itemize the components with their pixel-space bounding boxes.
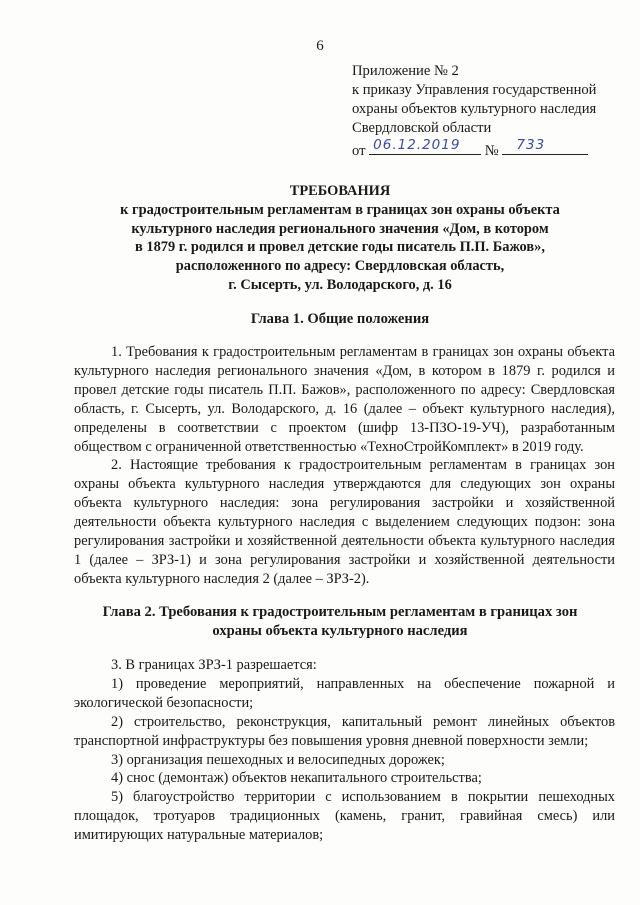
list-item: 4) снос (демонтаж) объектов некапитального строительства; — [111, 770, 482, 787]
list-item: 1) проведение мероприятий, направленных на обеспечение пожарной и экологической безопасности; — [74, 675, 615, 711]
title-line-6: г. Сысерть, ул. Володарского, д. 16 — [228, 276, 452, 293]
page-number: 6 — [316, 38, 324, 54]
list-item: 5) благоустройство территории с использованием в покрытии пешеходных площадок, тротуаров традиционных (камень, гранит, гравийная смесь) или имитирующих натуральные материалов; — [74, 789, 615, 844]
appendix-line-3: охраны объектов культурного наследия — [352, 101, 597, 117]
handwritten-number: 733 — [516, 137, 546, 153]
chapter-1-body — [74, 343, 615, 589]
chapter-2-body — [74, 656, 615, 845]
chapter-2-heading-line-1: Глава 2. Требования к градостроительным регламентам в границах зон — [102, 604, 578, 620]
document-title — [80, 182, 600, 295]
date-prefix: от — [352, 143, 366, 159]
handwritten-date: 06.12.2019 — [373, 137, 461, 153]
date-field — [369, 138, 481, 155]
number-field — [502, 138, 588, 155]
appendix-line-4: Свердловской области — [352, 120, 492, 136]
appendix-date-row — [352, 138, 622, 161]
appendix-line-1: Приложение № 2 — [352, 63, 459, 79]
paragraph-2: 2. Настоящие требования к градостроительным регламентам в границах зон охраны объекта культурного наследия утверждаются для следующих зон охраны объекта культурного наследия: зона регулирования застройки и хозяйственной деятельности объекта культурного наследия с выделением следующих подзон: зона регулирования застройки и хозяйственной деятельности объекта культурного наследия 1 (далее – ЗРЗ-1) и зона регулирования застройки и хозяйственной деятельности объекта культурного наследия 2 (далее – ЗРЗ-2). — [74, 457, 615, 587]
title-line-1: ТРЕБОВАНИЯ — [289, 183, 391, 199]
list-item: 2) строительство, реконструкция, капитальный ремонт линейных объектов транспортной инфраструктуры без повышения уровня дневной поверхности земли; — [74, 713, 615, 749]
title-line-4: в 1879 г. родился и провел детские годы писатель П.П. Бажов», — [135, 239, 545, 256]
title-line-3: культурного наследия регионального значения «Дом, в котором — [131, 220, 549, 237]
list-item: 3) организация пешеходных и велосипедных дорожек; — [111, 751, 445, 768]
paragraph-1: 1. Требования к градостроительным регламентам в границах зон охраны объекта культурного наследия регионального значения «Дом, в котором в 1879 г. родился и провел детские годы писатель П.П. Бажов», расположенного по адресу: Свердловская область, г. Сысерть, ул. Володарского, д. 16 (далее – объект культурного наследия), определены в соответствии с проектом (шифр 13-ПЗО-19-УЧ), разработанным обществом с ограниченной ответственностью «ТехноСтройКомплект» в 2019 году. — [74, 344, 615, 455]
paragraph-3: 3. В границах ЗРЗ-1 разрешается: — [111, 657, 317, 673]
chapter-2-heading — [60, 603, 620, 641]
title-line-2: к градостроительным регламентам в границах зон охраны объекта — [120, 201, 560, 218]
appendix-header — [352, 62, 622, 161]
title-line-5: расположенного по адресу: Свердловская область, — [175, 258, 505, 275]
chapter-1-heading: Глава 1. Общие положения — [250, 311, 430, 327]
number-label: № — [484, 143, 499, 159]
appendix-line-2: к приказу Управления государственной — [352, 82, 597, 98]
chapter-2-heading-line-2: охраны объекта культурного наследия — [212, 623, 468, 639]
